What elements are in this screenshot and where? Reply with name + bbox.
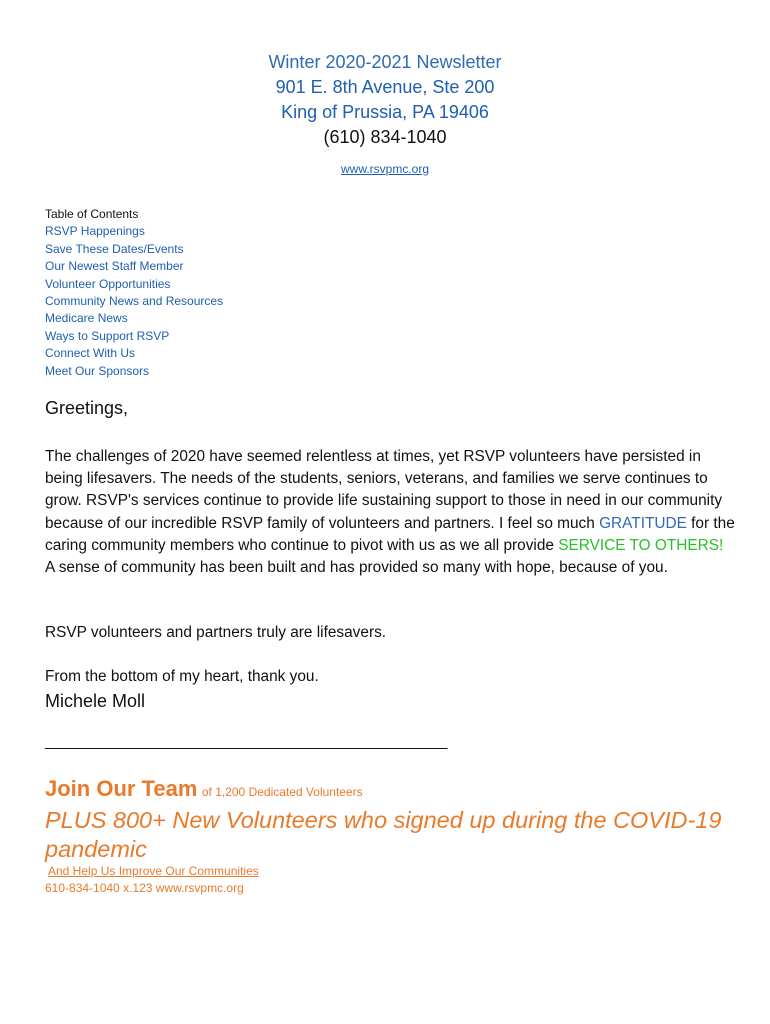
service-highlight: SERVICE TO OTHERS! bbox=[558, 536, 724, 554]
volunteer-contact: 610-834-1040 x.123 www.rsvpmc.org bbox=[45, 881, 244, 895]
join-team-subline: of 1,200 Dedicated Volunteers bbox=[201, 785, 363, 799]
toc-title: Table of Contents bbox=[45, 207, 139, 221]
letter-signature: Michele Moll bbox=[45, 691, 146, 711]
toc-link-newest-staff[interactable]: Our Newest Staff Member bbox=[45, 259, 184, 274]
toc-link-community-news[interactable]: Community News and Resources bbox=[45, 294, 224, 309]
website-link[interactable]: www.rsvpmc.org bbox=[340, 162, 429, 176]
newsletter-title: Winter 2020-2021 Newsletter bbox=[268, 52, 502, 72]
improve-communities-link[interactable]: And Help Us Improve Our Communities bbox=[48, 864, 259, 878]
toc-link-rsvp-happenings[interactable]: RSVP Happenings bbox=[45, 224, 145, 239]
join-team-headline: Join Our Team bbox=[45, 776, 198, 801]
toc-link-meet-sponsors[interactable]: Meet Our Sponsors bbox=[45, 363, 150, 378]
para1-text-b: for the caring community members who continue to pivot with us as we all provide bbox=[45, 514, 735, 554]
letter-greeting: Greetings, bbox=[45, 398, 129, 418]
toc-link-medicare-news[interactable]: Medicare News bbox=[45, 311, 128, 326]
address-line-2: King of Prussia, PA 19406 bbox=[281, 102, 489, 122]
address-line-1: 901 E. 8th Avenue, Ste 200 bbox=[275, 77, 495, 97]
join-team-heading bbox=[45, 776, 363, 802]
para1-text-a: The challenges of 2020 have seemed relentless at times, yet RSVP volunteers have persisted in being lifesavers. The needs of the students, seniors, veterans, and families we serve continues to grow. RSVP's services continue to provide life sustaining support to those in need in our community because of our incredible RSVP family of volunteers and partners. I feel so much bbox=[45, 448, 723, 532]
letter-paragraph-2: RSVP volunteers and partners truly are lifesavers. bbox=[45, 624, 387, 641]
table-of-contents bbox=[45, 206, 223, 380]
toc-link-save-dates[interactable]: Save These Dates/Events bbox=[45, 241, 184, 256]
toc-link-connect-with-us[interactable]: Connect With Us bbox=[45, 346, 136, 361]
new-volunteers-text: PLUS 800+ New Volunteers who signed up during the COVID-19 pandemic bbox=[45, 807, 722, 862]
letter-paragraph-3: From the bottom of my heart, thank you. bbox=[45, 668, 319, 685]
section-divider: _______________________________________________ bbox=[45, 733, 448, 750]
letter-paragraph-1 bbox=[45, 446, 735, 579]
toc-link-ways-to-support[interactable]: Ways to Support RSVP bbox=[45, 328, 170, 343]
para1-text-c: A sense of community has been built and has provided so many with hope, because of you. bbox=[45, 559, 668, 577]
toc-link-volunteer-opportunities[interactable]: Volunteer Opportunities bbox=[45, 276, 171, 291]
phone-number: (610) 834-1040 bbox=[323, 127, 447, 147]
newsletter-header bbox=[0, 50, 770, 178]
gratitude-highlight: GRATITUDE bbox=[599, 514, 687, 532]
